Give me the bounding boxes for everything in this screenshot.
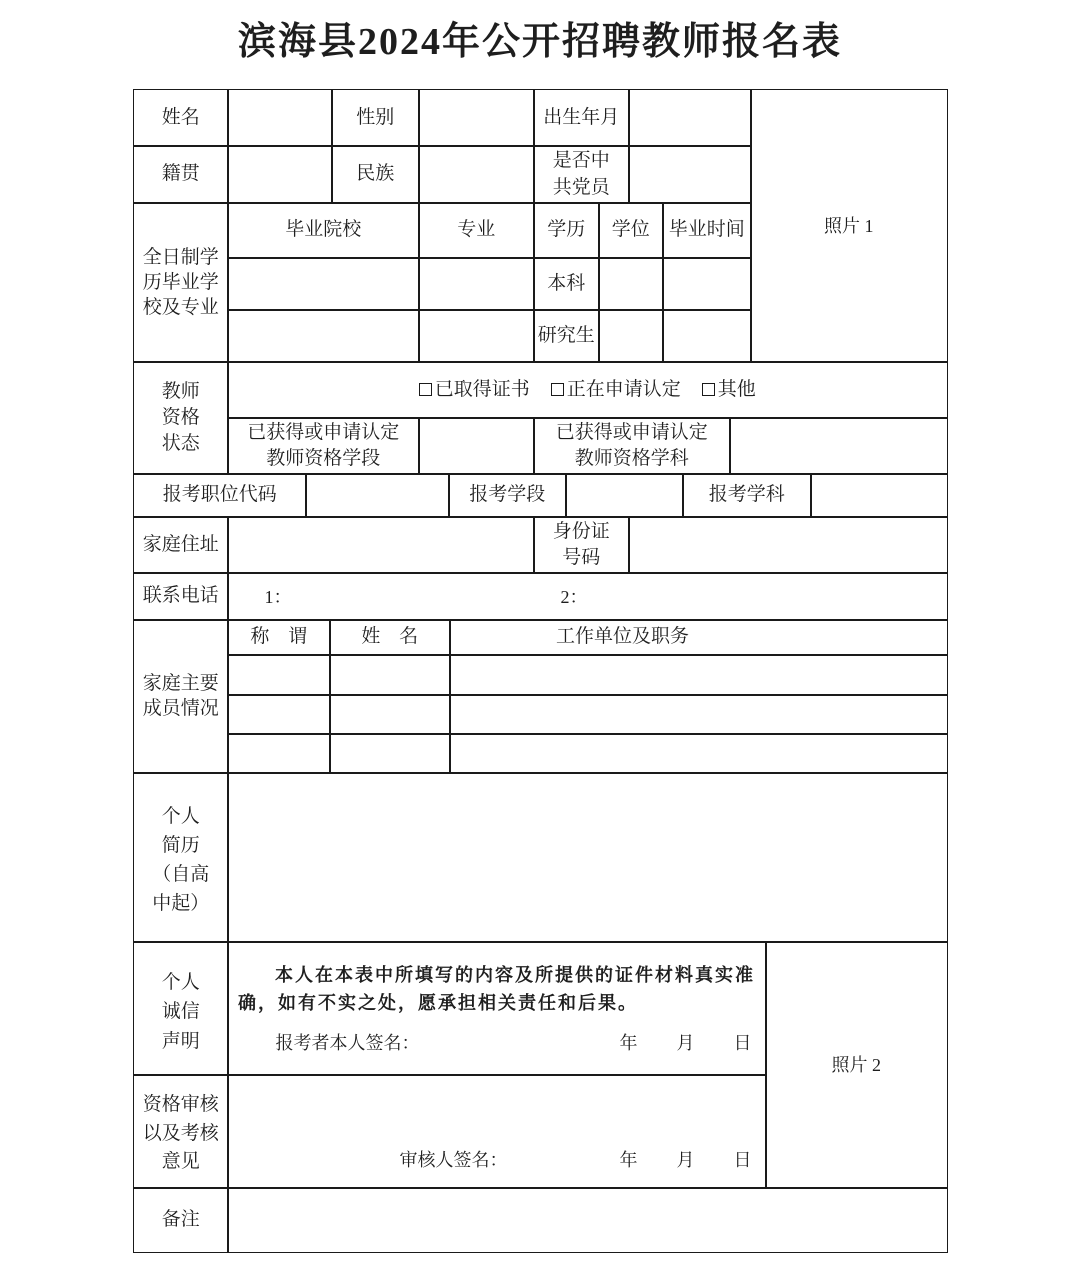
birth-date-field[interactable]: [628, 89, 752, 147]
gender-field[interactable]: [418, 89, 535, 147]
option-certificate-obtained[interactable]: [419, 377, 530, 403]
family-relation-field[interactable]: [227, 694, 331, 735]
member-name-column-header: [329, 619, 451, 656]
bachelor-major-field[interactable]: [418, 257, 535, 311]
applied-stage-label: 报考学段: [448, 473, 567, 518]
reviewer-sign-year-label: 年: [619, 1149, 638, 1170]
name-label: 姓名: [133, 89, 229, 147]
declaration-statement: 本人在本表中所填写的内容及所提供的证件材料真实准确，如有不实之处，愿承担相关责任和后果。: [238, 965, 755, 1013]
family-label-line: 成员情况: [142, 698, 219, 720]
ethnicity-field[interactable]: [418, 145, 535, 204]
qualification-subject-label: [533, 417, 731, 475]
family-name-field[interactable]: [329, 733, 451, 774]
checkbox-icon[interactable]: [702, 383, 715, 396]
id-number-field[interactable]: [628, 516, 948, 574]
qualification-options: [227, 361, 948, 419]
phone-1-label: 1：: [264, 586, 292, 607]
applied-subject-field[interactable]: [810, 473, 948, 518]
applicant-sign-year-label: 年: [619, 1032, 638, 1053]
graduation-time-column-header: 毕业时间: [662, 202, 752, 259]
education-label-line: 校及专业: [142, 296, 219, 318]
qualification-subject-label-line: 已获得或申请认定: [555, 421, 708, 443]
review-section-label: [133, 1074, 229, 1189]
checkbox-icon[interactable]: [419, 383, 432, 396]
declaration-label-line: 声明: [161, 1030, 200, 1052]
reviewer-signature-label: 审核人签名：: [399, 1149, 508, 1170]
declaration-content: [227, 941, 767, 1076]
photo-2-box: [765, 941, 948, 1189]
ethnicity-label: 民族: [331, 145, 420, 204]
option-label: 已取得证书: [434, 378, 530, 400]
option-label: 其他: [717, 378, 756, 400]
declaration-label-line: 个人: [161, 971, 200, 993]
family-label-line: 家庭主要: [142, 673, 219, 695]
resume-label-line: （自高: [152, 864, 210, 886]
option-label: 正在申请认定: [566, 378, 681, 400]
education-label-line: 全日制学: [142, 246, 219, 268]
graduate-degree-field[interactable]: [598, 309, 664, 363]
bachelor-degree-field[interactable]: [598, 257, 664, 311]
review-label-line: 资格审核: [142, 1094, 219, 1115]
declaration-section-label: [133, 941, 229, 1076]
graduate-row-label: 研究生: [533, 309, 600, 363]
family-section-label: [133, 619, 229, 774]
qualification-section-label: [133, 361, 229, 475]
phone-field[interactable]: [227, 572, 948, 621]
photo-1-label: 照片 1: [824, 215, 874, 236]
id-number-label-line: 身份证: [552, 520, 610, 542]
name-field[interactable]: [227, 89, 333, 147]
applicant-sign-month-label: 月: [676, 1032, 695, 1053]
bachelor-row-label: 本科: [533, 257, 600, 311]
bachelor-graduation-field[interactable]: [662, 257, 752, 311]
applied-subject-label: 报考学科: [682, 473, 812, 518]
party-member-label: [533, 145, 630, 204]
family-work-field[interactable]: [449, 694, 948, 735]
remarks-label: 备注: [133, 1187, 229, 1253]
education-level-column-header: 学历: [533, 202, 600, 259]
review-content[interactable]: [227, 1074, 767, 1189]
relation-column-label: 称 谓: [250, 626, 308, 648]
major-column-header: 专业: [418, 202, 535, 259]
party-member-field[interactable]: [628, 145, 752, 204]
member-name-column-label: 姓 名: [361, 626, 419, 648]
qualification-stage-field[interactable]: [418, 417, 535, 475]
applied-stage-field[interactable]: [565, 473, 684, 518]
school-column-header: 毕业院校: [227, 202, 420, 259]
qualification-label-line: 教师: [161, 380, 200, 402]
resume-label-line: 个人: [161, 806, 200, 828]
party-member-label-line: 共党员: [552, 177, 610, 199]
native-place-field[interactable]: [227, 145, 333, 204]
party-member-label-line: 是否中: [552, 150, 610, 172]
resume-label-line: 简历: [161, 835, 200, 857]
position-code-field[interactable]: [305, 473, 450, 518]
degree-column-header: 学位: [598, 202, 664, 259]
qualification-subject-field[interactable]: [729, 417, 948, 475]
applicant-sign-day-label: 日: [733, 1032, 752, 1053]
option-other[interactable]: [702, 377, 756, 403]
family-work-field[interactable]: [449, 733, 948, 774]
work-unit-column-header: 工作单位及职务: [449, 619, 948, 656]
family-relation-field[interactable]: [227, 733, 331, 774]
page-title: 滨海县2024年公开招聘教师报名表: [237, 21, 842, 63]
native-place-label: 籍贯: [133, 145, 229, 204]
qualification-label-line: 状态: [161, 432, 200, 454]
position-code-label: 报考职位代码: [133, 473, 307, 518]
education-section-label: [133, 202, 229, 363]
declaration-label-line: 诚信: [161, 1001, 200, 1022]
family-name-field[interactable]: [329, 694, 451, 735]
id-number-label-line: 号码: [562, 546, 601, 568]
graduate-major-field[interactable]: [418, 309, 535, 363]
qualification-stage-label-line: 教师资格学段: [266, 447, 381, 469]
resume-label-line: 中起）: [152, 893, 210, 915]
family-work-field[interactable]: [449, 654, 948, 696]
review-label-line: 意见: [161, 1151, 200, 1172]
phone-2-label: 2：: [560, 586, 588, 607]
resume-field[interactable]: [227, 772, 948, 943]
photo-2-label: 照片 2: [831, 1054, 881, 1075]
qualification-stage-label: [227, 417, 420, 475]
gender-label: 性别: [331, 89, 420, 147]
graduate-school-field[interactable]: [227, 309, 420, 363]
id-number-label: [533, 516, 630, 574]
family-name-field[interactable]: [329, 654, 451, 696]
option-applying[interactable]: [551, 377, 681, 403]
reviewer-sign-day-label: 日: [733, 1149, 752, 1170]
bachelor-school-field[interactable]: [227, 257, 420, 311]
qualification-stage-label-line: 已获得或申请认定: [247, 421, 400, 443]
photo-1-box: [750, 89, 948, 363]
graduate-graduation-field[interactable]: [662, 309, 752, 363]
qualification-label-line: 资格: [161, 406, 200, 428]
resume-section-label: [133, 772, 229, 943]
qualification-subject-label-line: 教师资格学科: [574, 447, 689, 469]
address-field[interactable]: [227, 516, 535, 574]
birth-date-label: 出生年月: [533, 89, 630, 147]
phone-label: 联系电话: [133, 572, 229, 621]
education-label-line: 历毕业学: [142, 271, 219, 293]
checkbox-icon[interactable]: [551, 383, 564, 396]
relation-column-header: [227, 619, 331, 656]
applicant-signature-label: 报考者本人签名：: [275, 1032, 420, 1053]
review-label-line: 以及考核: [142, 1122, 219, 1144]
family-relation-field[interactable]: [227, 654, 331, 696]
remarks-field[interactable]: [227, 1187, 948, 1253]
reviewer-sign-month-label: 月: [676, 1149, 695, 1170]
address-label: 家庭住址: [133, 516, 229, 574]
